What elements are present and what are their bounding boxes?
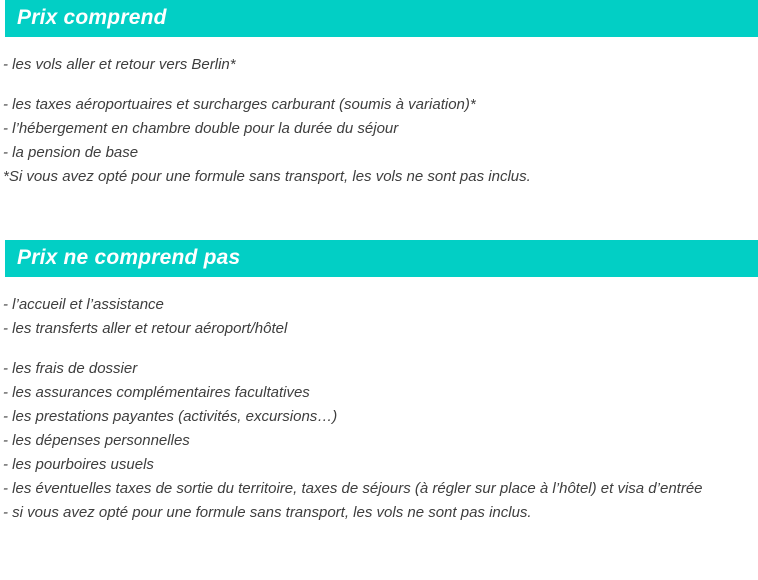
list-line: - l’hébergement en chambre double pour la durée du séjour [3,120,399,137]
list-line: - les taxes aéroportuaires et surcharges carburant (soumis à variation)* [3,96,476,113]
list-line: - les frais de dossier [3,360,138,377]
list-line: *Si vous avez opté pour une formule sans transport, les vols ne sont pas inclus. [3,168,531,185]
list-line: - les assurances complémentaires facultatives [3,384,310,401]
list-line: - l’accueil et l’assistance [3,296,164,313]
list-line: - les vols aller et retour vers Berlin* [3,56,236,73]
list-line: - les éventuelles taxes de sortie du territoire, taxes de séjours (à régler sur place à l’hôtel) et visa d’entrée [3,480,703,497]
list-line: - les prestations payantes (activités, excursions…) [3,408,338,425]
price-excludes-title: Prix ne comprend pas [17,246,241,269]
price-includes-title: Prix comprend [17,6,167,29]
list-line: - les transferts aller et retour aéroport/hôtel [3,320,288,337]
blank-line [3,341,750,357]
price-includes-list [0,37,758,189]
list-line: - la pension de base [3,144,139,161]
price-includes-header-bar [5,0,758,37]
list-line: - si vous avez opté pour une formule sans transport, les vols ne sont pas inclus. [3,504,532,521]
price-includes-section [0,0,758,189]
price-excludes-list [0,277,758,525]
list-line: - les dépenses personnelles [3,432,190,449]
price-excludes-header-bar [5,240,758,277]
list-line: - les pourboires usuels [3,456,154,473]
blank-line [3,77,750,93]
price-excludes-section [0,240,758,525]
